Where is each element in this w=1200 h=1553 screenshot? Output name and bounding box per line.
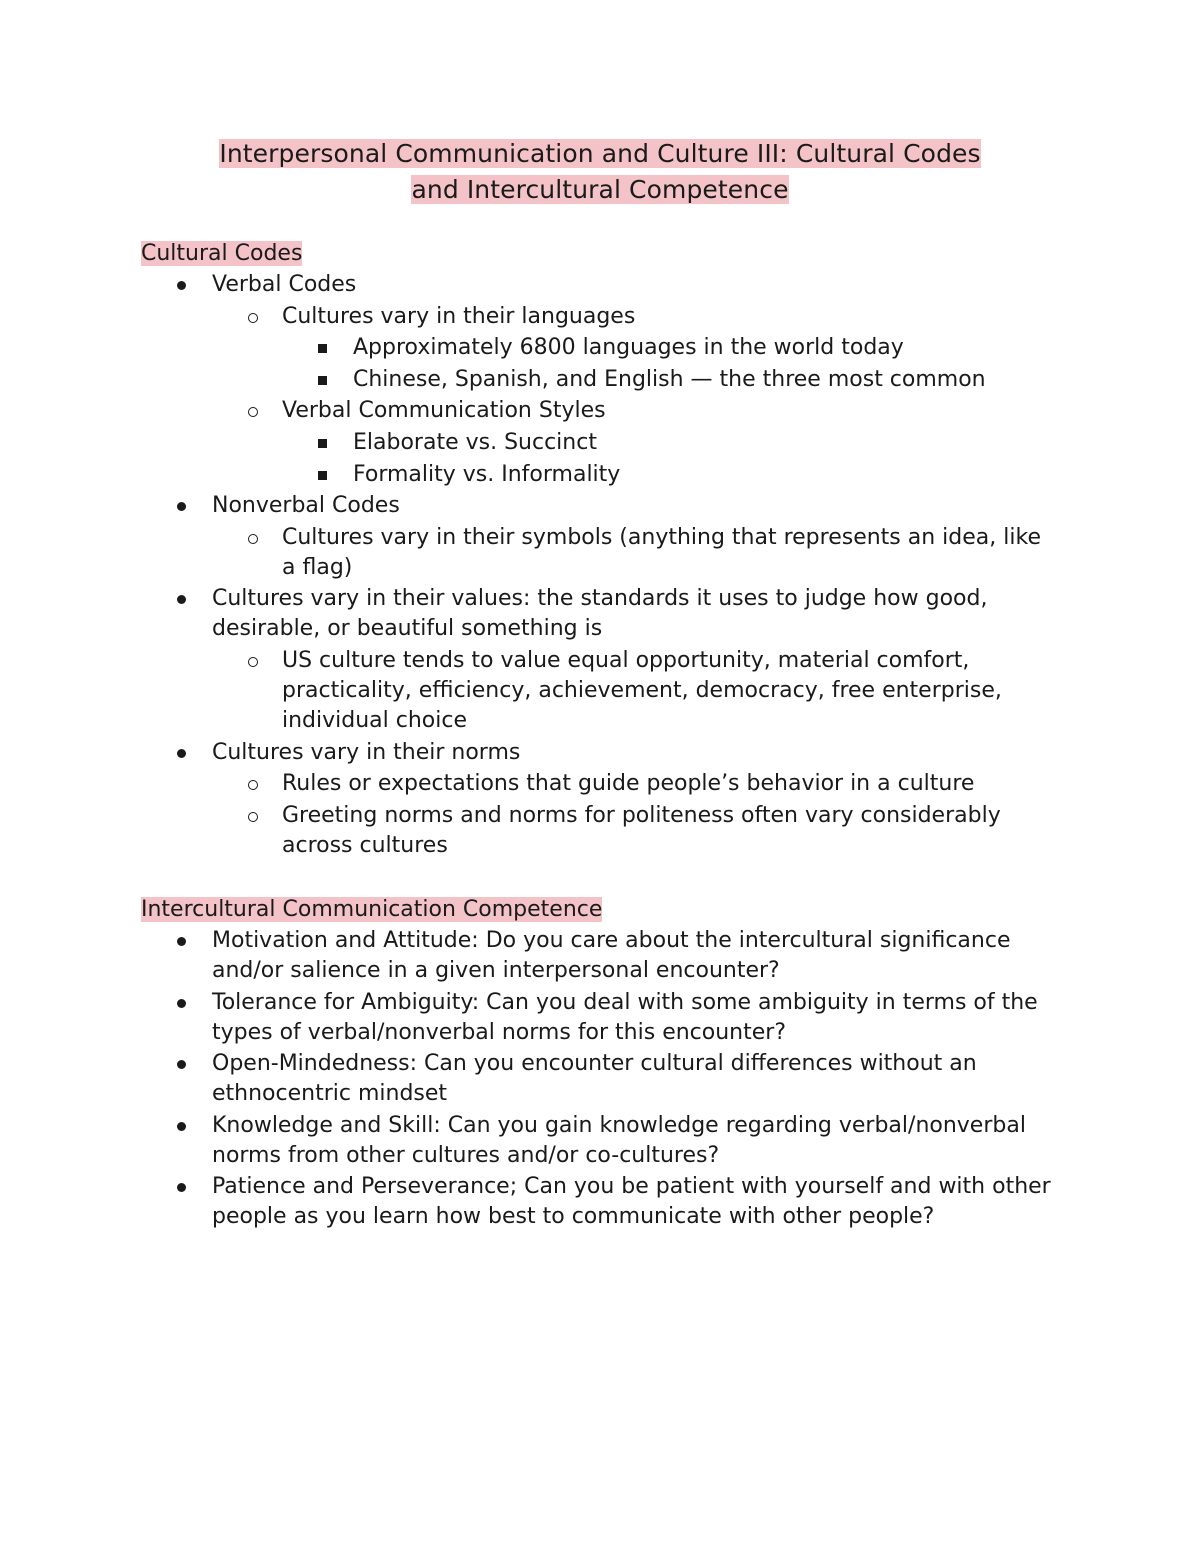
list-item: [0, 270, 1052, 300]
list-item-text: Motivation and Attitude: Do you care about the intercultural significance and/or salience in a given interpersonal encounter?: [212, 928, 1011, 983]
list-item: [0, 801, 1052, 861]
list-item: [0, 1049, 1052, 1109]
section-heading-cultural-codes: [141, 241, 302, 267]
bullet-square-icon: [318, 365, 327, 396]
bullet-dot-icon: [177, 1049, 186, 1080]
list-item-text: Cultures vary in their norms: [212, 739, 521, 765]
list-item-text: Nonverbal Codes: [212, 493, 400, 519]
list-item-text: Knowledge and Skill: Can you gain knowledge regarding verbal/nonverbal norms from other cultures and/or co-cultures?: [212, 1112, 1026, 1168]
bullet-circle-icon: [248, 302, 258, 334]
bullet-dot-icon: [177, 738, 186, 769]
list-item-text: Greeting norms and norms for politeness often vary considerably across cultures: [282, 802, 1001, 858]
list-item: [0, 491, 1052, 521]
bullet-dot-icon: [177, 584, 186, 615]
bullet-circle-icon: [248, 523, 258, 555]
document-title: [100, 136, 1100, 208]
list-item-text: Open-Mindedness: Can you encounter cultural differences without an ethnocentric mindset: [212, 1051, 977, 1107]
list-item: [0, 769, 1052, 799]
title-line-1: Interpersonal Communication and Culture III: Cultural Codes: [219, 139, 981, 168]
list-item-text: Tolerance for Ambiguity: Can you deal with some ambiguity in terms of the types of verbal/nonverbal norms for this encounter?: [212, 989, 1038, 1045]
list-item-text: Verbal Communication Styles: [282, 398, 606, 424]
list-item: [0, 1111, 1052, 1171]
list-item-text: Cultures vary in their languages: [282, 303, 636, 329]
list-item-text: Cultures vary in their symbols (anything that represents an idea, like a flag): [282, 524, 1041, 580]
list-item-text: Formality vs. Informality: [353, 461, 621, 487]
list-item-text: Patience and Perseverance; Can you be patient with yourself and with other people as you learn how best to communicate with other people?: [212, 1174, 1051, 1230]
section-heading-text: Cultural Codes: [141, 241, 303, 266]
list-item-text: US culture tends to value equal opportunity, material comfort, practicality, efficiency, achievement, democracy, free enterprise, individual choice: [282, 647, 1002, 733]
list-item-text: Verbal Codes: [212, 272, 357, 297]
list-item-text: Approximately 6800 languages in the world today: [353, 335, 904, 361]
list-item-text: Chinese, Spanish, and English — the three most common: [353, 366, 986, 392]
list-item: [0, 523, 1052, 583]
bullet-dot-icon: [177, 926, 186, 957]
bullet-circle-icon: [248, 769, 258, 801]
bullet-dot-icon: [177, 270, 186, 301]
bullet-dot-icon: [177, 1172, 186, 1203]
bullet-circle-icon: [248, 396, 258, 428]
section-heading-text: Intercultural Communication Competence: [141, 897, 603, 922]
bullet-dot-icon: [177, 988, 186, 1019]
list-item: [0, 1172, 1052, 1232]
bullet-square-icon: [318, 428, 327, 459]
list-item-text: Cultures vary in their values: the standards it uses to judge how good, desirable, or beautiful something is: [212, 586, 988, 642]
list-item: [0, 646, 1052, 736]
bullet-dot-icon: [177, 491, 186, 522]
section-heading-intercultural-competence: [141, 897, 602, 923]
list-item: [0, 460, 1073, 490]
list-item: [0, 738, 1052, 768]
list-item: [0, 926, 1052, 986]
list-item: [0, 396, 1052, 426]
intercultural-competence-list: [0, 926, 1200, 1234]
list-item: [0, 365, 1073, 395]
bullet-circle-icon: [248, 646, 258, 678]
bullet-dot-icon: [177, 1111, 186, 1142]
list-item-text: Elaborate vs. Succinct: [353, 429, 597, 455]
list-item: [0, 584, 1052, 644]
list-item: [0, 988, 1052, 1048]
bullet-square-icon: [318, 333, 327, 364]
list-item: [0, 428, 1073, 458]
bullet-circle-icon: [248, 801, 258, 833]
cultural-codes-list: [0, 270, 1200, 862]
list-item: [0, 302, 1052, 332]
list-item: [0, 333, 1073, 363]
list-item-text: Rules or expectations that guide people’s behavior in a culture: [282, 771, 975, 797]
bullet-square-icon: [318, 460, 327, 491]
title-line-2: and Intercultural Competence: [411, 175, 789, 204]
